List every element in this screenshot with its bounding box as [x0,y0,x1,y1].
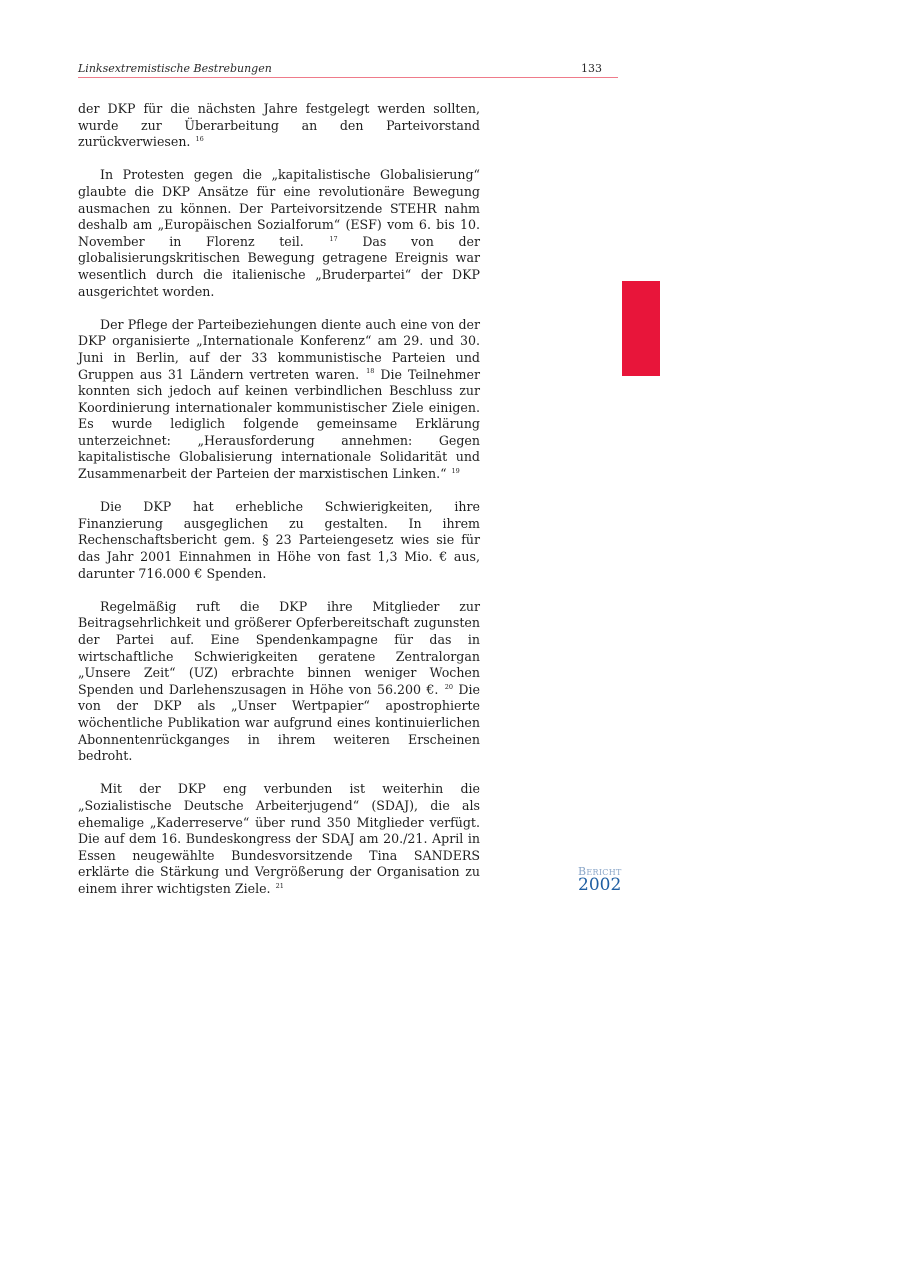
paragraph-text: Die von der DKP als „Unser Wertpapier“ apostrophierte wöchentliche Publikation war aufgrund eines kontinuierlichen Abonnentenrückganges in ihrem weiteren Erscheinen bedroht. [78,681,480,764]
report-logo-year: 2002 [578,875,622,895]
footnote-marker: 16 [195,135,204,143]
page-header [78,62,618,78]
chapter-tab-marker [622,281,660,376]
footnote-marker: 21 [275,881,284,890]
report-logo-label: Bericht [578,865,622,878]
footnote-marker: 18 [366,367,375,376]
paragraph-text: Das von der globalisierungskritischen Bewegung getragene Ereignis war wesentlich durch die italienische „Bruderpartei“ der DKP ausgerichtet worden. [78,233,480,299]
paragraph-3 [78,317,480,483]
paragraph-text: In Protesten gegen die „kapitalistische Globalisierung“ glaubte die DKP Ansätze für eine revolutionäre Bewegung ausmachen zu können. Der Parteivorsitzende STEHR nahm deshalb am „Europäischen Sozialforum“ (ESF) vom 6. bis 10. November in Florenz teil. [78,167,480,249]
paragraph-text: Mit der DKP eng verbunden ist weiterhin die „Sozialistische Deutsche Arbeiterjugend“ (SDAJ), die als ehemalige „Kaderreserve“ über rund 350 Mitglieder verfügt. Die auf dem 16. Bundeskongress der SDAJ am 20./21. April in Essen neugewählte Bundesvorsitzende Tina SANDERS erklärte die Stärkung und Vergrößerung der Organisation zu einem ihrer wichtigsten Ziele. [78,781,480,896]
paragraph-text: Regelmäßig ruft die DKP ihre Mitglieder zur Beitragsehrlichkeit und größerer Opferbereitschaft zugunsten der Partei auf. Eine Spendenkampagne für das in wirtschaftliche Schwierigkeiten geratene Zentralorgan „Unsere Zeit“ (UZ) erbrachte binnen weniger Wochen Spenden und Darlehenszusagen in Höhe von 56.200 €. [78,598,480,697]
paragraph-5 [78,599,480,765]
footnote-marker: 17 [329,234,338,243]
footnote-marker: 19 [451,466,460,475]
page-number: 133 [581,62,602,75]
running-head: Linksextremistische Bestrebungen [78,62,272,75]
paragraph-2 [78,167,480,300]
paragraph-text: der DKP für die nächsten Jahre festgelegt werden sollten, wurde zur Überarbeitung an den Parteivorstand zurückverwiesen. [78,101,480,150]
header-rule [78,77,618,78]
paragraph-1 [78,101,480,151]
paragraph-text: Die Teilnehmer konnten sich jedoch auf keinen verbindlichen Beschluss zur Koordinierung internationaler kommunistischer Ziele einigen. Es wurde lediglich folgende gemeinsame Erklärung unterzeichnet: „Herausforderung annehmen: Gegen kapitalistische Globalisierung internationale Solidarität und Zusammenarbeit der Parteien der marxistischen Linken.“ [78,366,480,482]
report-logo [578,866,638,894]
paragraph-text: Der Pflege der Parteibeziehungen diente auch eine von der DKP organisierte „Internationale Konferenz“ am 29. und 30. Juni in Berlin, auf der 33 kommunistische Parteien und Gruppen aus 31 Ländern vertreten waren. [78,316,480,382]
paragraph-text: Die DKP hat erhebliche Schwierigkeiten, ihre Finanzierung ausgeglichen zu gestalten. In ihrem Rechenschaftsbericht gem. § 23 Parteiengesetz wies sie für das Jahr 2001 Einnahmen in Höhe von fast 1,3 Mio. € aus, darunter 716.000 € Spenden. [78,499,480,581]
paragraph-4 [78,499,480,582]
footnote-marker: 20 [444,682,454,691]
paragraph-6 [78,781,480,897]
body-text [78,101,480,914]
